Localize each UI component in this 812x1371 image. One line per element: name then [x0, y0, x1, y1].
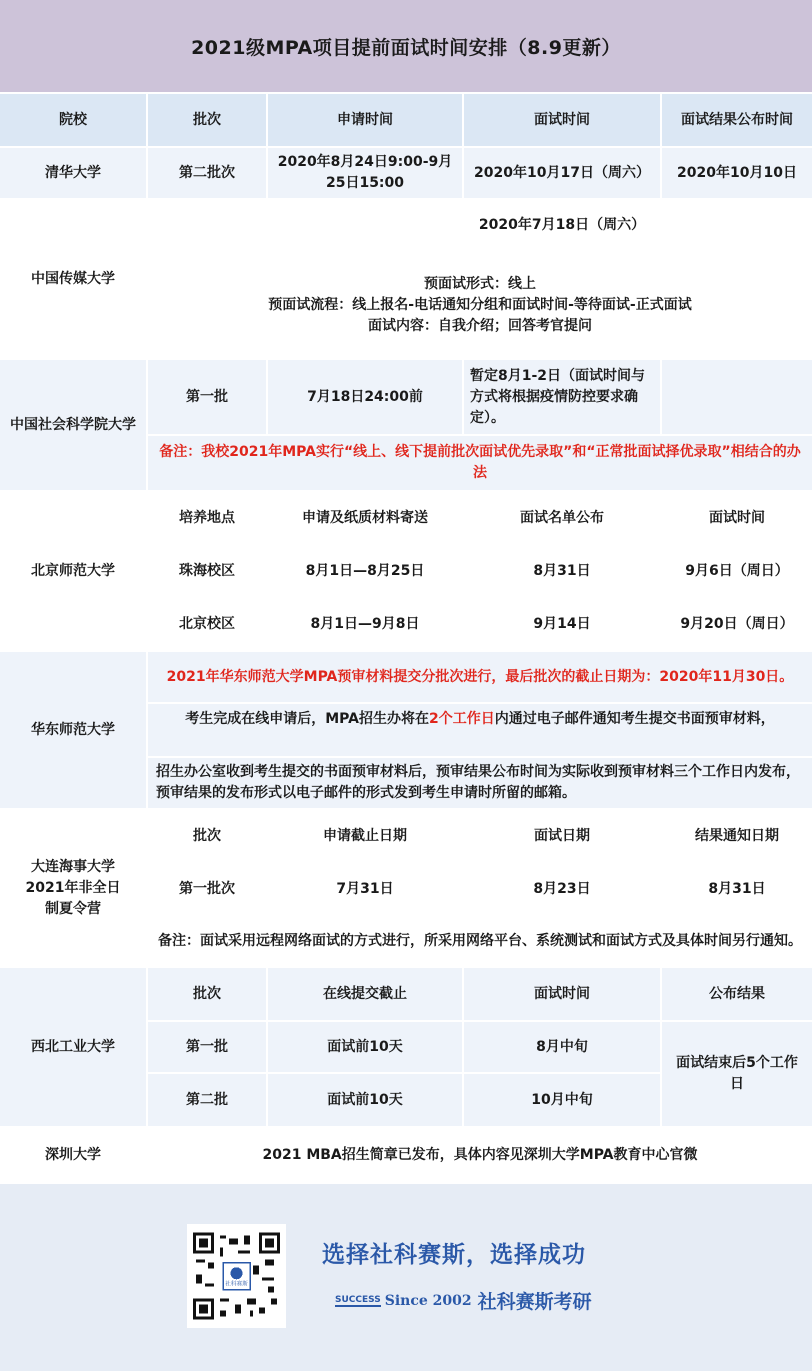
footer-banner	[0, 1184, 812, 1371]
dlmu-head-interview: 面试日期	[464, 810, 660, 862]
ecnu-process-days: 2个工作日	[429, 711, 495, 727]
nwpu-head-deadline: 在线提交截止	[268, 968, 462, 1020]
nwpu-interview-1: 8月中旬	[464, 1022, 660, 1072]
cass-note: 备注：我校2021年MPA实行“线上、线下提前批次面试优先录取”和“正常批面试择优录取”相结合的办法	[148, 436, 812, 490]
school-cuc: 中国传媒大学	[0, 200, 146, 358]
slogan: 选择社科赛斯，选择成功	[322, 1242, 586, 1268]
col-header-apply: 申请时间	[268, 94, 462, 146]
ecnu-process	[148, 704, 812, 756]
bnu-zhuhai-interview: 9月6日（周日）	[662, 546, 812, 596]
col-header-batch: 批次	[148, 94, 266, 146]
ecnu-result-info: 招生办公室收到考生提交的书面预审材料后，预审结果公布时间为实际收到预审材料三个工作日内发布，预审结果的发布形式以电子邮件的形式发到考生申请时所留的邮箱。	[148, 758, 812, 808]
bnu-beijing-list: 9月14日	[464, 598, 660, 650]
col-header-result: 面试结果公布时间	[662, 94, 812, 146]
brand-logo	[335, 1287, 592, 1314]
nwpu-interview-2: 10月中旬	[464, 1074, 660, 1126]
cass-result	[662, 360, 812, 434]
ecnu-process-b: 内通过电子邮件通知考生提交书面预审材料，	[494, 711, 775, 727]
col-header-interview: 面试时间	[464, 94, 660, 146]
cuc-note-process: 预面试流程：线上报名-电话通知分组和面试时间-等待面试-正式面试	[268, 296, 692, 313]
bnu-head-location: 培养地点	[148, 492, 266, 544]
cuc-note-content: 面试内容：自我介绍；回答考官提问	[368, 317, 592, 334]
dlmu-notice: 8月31日	[662, 864, 812, 914]
bnu-beijing-location: 北京校区	[148, 598, 266, 650]
dlmu-note: 备注：面试采用远程网络面试的方式进行，所采用网络平台、系统测试和面试方式及具体时间另行通知。	[148, 916, 812, 966]
page-title: 2021级MPA项目提前面试时间安排（8.9更新）	[0, 0, 812, 92]
nwpu-batch-1: 第一批	[148, 1022, 266, 1072]
bnu-zhuhai-apply: 8月1日—8月25日	[268, 546, 462, 596]
dlmu-batch: 第一批次	[148, 864, 266, 914]
school-ecnu: 华东师范大学	[0, 652, 146, 808]
brand-name: 社科赛斯考研	[477, 1291, 592, 1313]
bnu-zhuhai-location: 珠海校区	[148, 546, 266, 596]
cuc-interview: 2020年7月18日（周六）	[464, 200, 660, 250]
ecnu-deadline: 2021年华东师范大学MPA预审材料提交分批次进行，最后批次的截止日期为：2020年11月30日。	[148, 652, 812, 702]
bnu-head-apply: 申请及纸质材料寄送	[268, 492, 462, 544]
cuc-note-format: 预面试形式：线上	[424, 275, 536, 292]
dlmu-head-deadline: 申请截止日期	[268, 810, 462, 862]
school-tsinghua: 清华大学	[0, 148, 146, 198]
dlmu-interview: 8月23日	[464, 864, 660, 914]
bnu-head-list: 面试名单公布	[464, 492, 660, 544]
dlmu-head-notice: 结果通知日期	[662, 810, 812, 862]
brand-since: Since 2002	[384, 1292, 472, 1309]
tsinghua-apply: 2020年8月24日9:00-9月25日15:00	[268, 148, 462, 198]
qr-code[interactable]	[187, 1224, 286, 1328]
school-dlmu: 大连海事大学2021年非全日制夏令营	[0, 810, 146, 966]
cass-interview: 暂定8月1-2日（面试时间与方式将根据疫情防控要求确定）。	[464, 360, 660, 434]
dlmu-deadline: 7月31日	[268, 864, 462, 914]
cuc-batch	[148, 200, 266, 250]
cass-apply: 7月18日24:00前	[268, 360, 462, 434]
brand-success: SUCCESS	[335, 1294, 381, 1305]
bnu-beijing-interview: 9月20日（周日）	[662, 598, 812, 650]
cuc-apply	[268, 200, 462, 250]
col-header-school: 院校	[0, 94, 146, 146]
school-nwpu: 西北工业大学	[0, 968, 146, 1126]
school-cass: 中国社会科学院大学	[0, 360, 146, 490]
bnu-head-interview: 面试时间	[662, 492, 812, 544]
nwpu-result: 面试结束后5个工作日	[662, 1022, 812, 1126]
nwpu-head-result: 公布结果	[662, 968, 812, 1020]
tsinghua-result: 2020年10月10日	[662, 148, 812, 198]
nwpu-batch-2: 第二批	[148, 1074, 266, 1126]
nwpu-deadline-2: 面试前10天	[268, 1074, 462, 1126]
ecnu-process-a: 考生完成在线申请后，MPA招生办将在	[185, 711, 429, 727]
bnu-zhuhai-list: 8月31日	[464, 546, 660, 596]
szu-info: 2021 MBA招生简章已发布，具体内容见深圳大学MPA教育中心官微	[148, 1128, 812, 1182]
dlmu-head-batch: 批次	[148, 810, 266, 862]
qr-code-icon	[193, 1230, 280, 1322]
school-szu: 深圳大学	[0, 1128, 146, 1182]
school-bnu: 北京师范大学	[0, 492, 146, 650]
bnu-beijing-apply: 8月1日—9月8日	[268, 598, 462, 650]
tsinghua-interview: 2020年10月17日（周六）	[464, 148, 660, 198]
nwpu-head-interview: 面试时间	[464, 968, 660, 1020]
nwpu-deadline-1: 面试前10天	[268, 1022, 462, 1072]
nwpu-head-batch: 批次	[148, 968, 266, 1020]
tsinghua-batch: 第二批次	[148, 148, 266, 198]
qr-caption: 社科赛斯	[225, 1281, 248, 1288]
cuc-notes	[148, 252, 812, 358]
cass-batch: 第一批	[148, 360, 266, 434]
cuc-result	[662, 200, 812, 250]
